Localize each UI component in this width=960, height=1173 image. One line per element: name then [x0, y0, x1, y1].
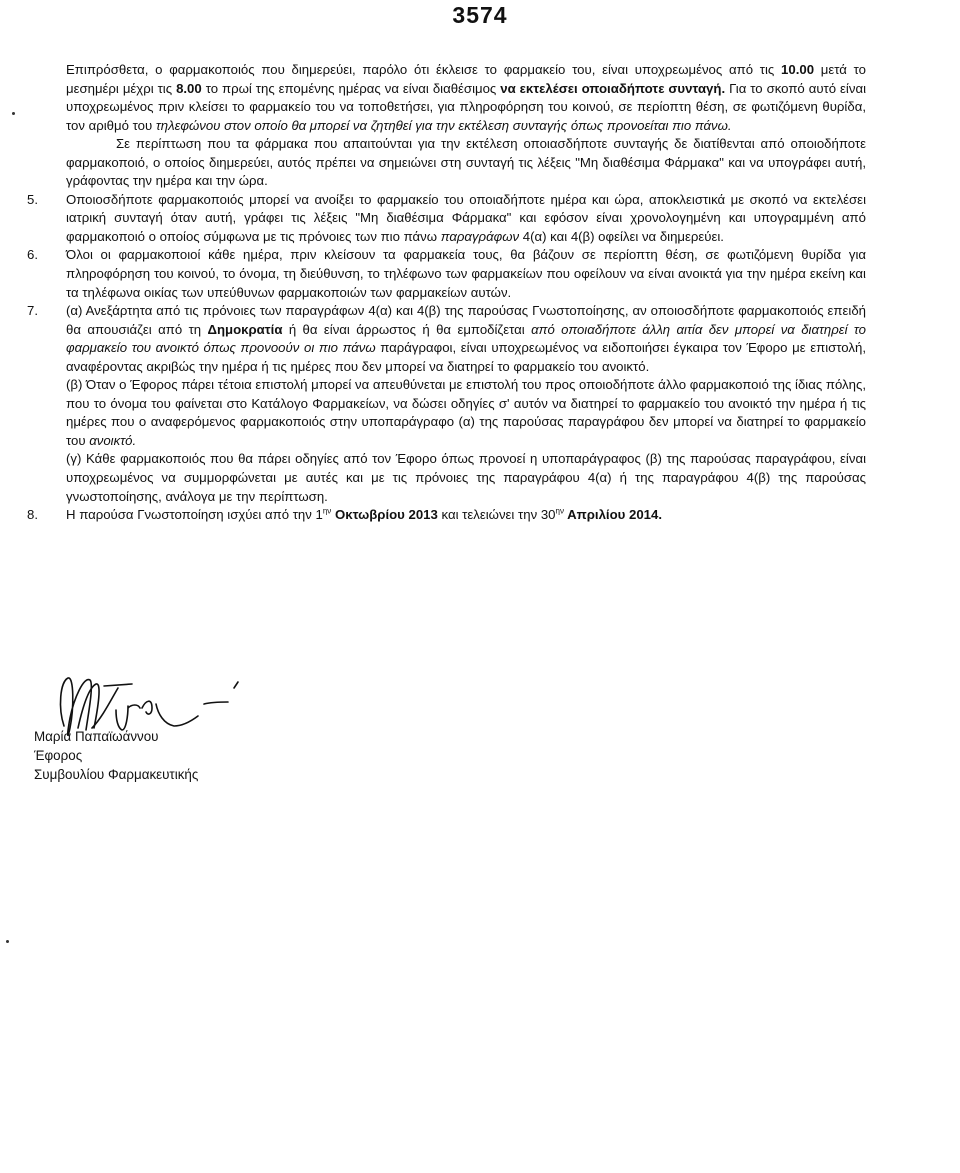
text-span: 4(α) και 4(β) οφείλει να διημερεύει. — [519, 228, 724, 244]
signatory-title: Έφορος — [34, 748, 83, 763]
item-7a — [27, 302, 866, 376]
italic-word: παραγράφων — [440, 228, 520, 244]
signatory-body: Συμβουλίου Φαρμακευτικής — [34, 767, 199, 782]
item-7c: (γ) Κάθε φαρμακοποιός που θα πάρει οδηγίες από τον Έφορο όπως προνοεί η υποπαράγραφος (β) της παρούσας παραγράφου, είναι υποχρεωμένος να συμμορφώνεται με αυτές και με τις πρόνοιες της παραγράφου 4(α) ή της παραγράφου 4(β) της παρούσας γνωστοποίησης, ανάλογα με την περίπτωση. — [66, 451, 866, 504]
item-number: 7. — [27, 303, 38, 319]
text-span: Επιπρόσθετα, ο φαρμακοποιός που διημερεύει, παρόλο ότι έκλεισε το φαρμακείο του, είναι υποχρεωμένος από τις — [66, 62, 782, 77]
text-span: Για το σκοπό αυτό είναι υποχρεωμένος πριν κλείσει το φαρμακείο του να τοποθετήσει, για πληροφόρηση του κοινού, σε περίοπτη θέση, σε φωτιζόμενη θυρίδα, τον αριθμό του — [66, 80, 867, 133]
continuation-paragraph — [66, 61, 866, 135]
page-number: 3574 — [452, 2, 508, 28]
margin-mark — [6, 940, 9, 943]
text-span: παράγραφοι, είναι υποχρεωμένος να ειδοποιήσει έγκαιρα τον Έφορο με επιστολή, αναφέροντας ακριβώς την ημέρα ή τις ημέρες που δεν μπορεί να διατηρεί το φαρμακείο του ανοικτό. — [66, 340, 866, 374]
unavailable-medicines-paragraph: Σε περίπτωση που τα φάρμακα που απαιτούνται για την εκτέλεση οποιασδήποτε συνταγής δε διατίθενται από οποιοδήποτε φαρμακοποιό, ο οποίος διημερεύει, αυτός πρέπει να σημειώνει στη συνταγή τις λέξεις "Μη διαθέσιμα Φάρμακα" και να υπογράφει αυτή, γράφοντας την ημέρα και την ώρα. — [66, 136, 866, 189]
text-span: και τελειώνει την — [437, 507, 541, 523]
start-date: Οκτωβρίου 2013 — [331, 507, 438, 523]
document-body — [27, 61, 867, 525]
start-day: 1 — [315, 507, 323, 523]
text-span: ή θα είναι άρρωστος ή θα εμποδίζεται — [282, 321, 532, 337]
text-span: Η παρούσα Γνωστοποίηση ισχύει από την — [66, 507, 316, 523]
item-7b — [66, 376, 866, 450]
italic-word: ανοικτό. — [89, 432, 137, 448]
text-span: Οποιοσδήποτε φαρμακοποιός μπορεί να ανοίξει το φαρμακείο του οποιαδήποτε ημέρα και ώρα, αποκλειστικά με σκοπό να εκτελέσει ιατρική συνταγή όταν αυτή, γράφει τις λέξεις "Μη διαθέσιμα Φάρμακα" και εφόσον είναι χρονολογημένη και υπογραμμένη από φαρμακοποιό ο οποίος σύμφωνα με τις πρόνοιες των πιο πάνω — [66, 191, 866, 244]
margin-mark — [12, 112, 15, 115]
text-span: Όλοι οι φαρμακοποιοί κάθε ημέρα, πριν κλείσουν τα φαρμακεία τους, θα βάζουν σε περίοπτη θέση, σε φωτιζόμενη θυρίδα για πληροφόρηση του κοινού, το όνομα, τη διεύθυνση, το τηλέφωνο των φαρμακείων που οφείλουν να είναι ανοικτά για την ημέρα εκείνη και τα τηλέφωνα οικίας των υπεύθυνων φαρμακοποιών των φαρμακείων αυτών. — [66, 247, 866, 300]
text-span: (α) Ανεξάρτητα από τις πρόνοιες των παραγράφων 4(α) και 4(β) της παρούσας Γνωστοποίησης, αν οποιοσδήποτε φαρμακοποιός επειδή θα απουσιάζει από τη — [66, 303, 866, 337]
item-number: 5. — [27, 191, 38, 207]
end-date: Απριλίου 2014. — [563, 507, 662, 523]
ordinal-suffix: ην — [322, 506, 332, 516]
bold-phrase: να εκτελέσει οποιαδήποτε συνταγή. — [500, 80, 726, 96]
item-number: 6. — [27, 247, 38, 263]
time-span: 10.00 — [781, 62, 815, 77]
end-day: 30 — [540, 507, 556, 523]
bold-word: Δημοκρατία — [207, 321, 283, 337]
item-5 — [27, 191, 866, 247]
text-span: (β) Όταν ο Έφορος πάρει τέτοια επιστολή μπορεί να απευθύνεται με επιστολή του προς οποιοδήποτε άλλο φαρμακοποιό της ίδιας πόλης, που το όνομα του φαίνεται στο Κατάλογο Φαρμακείων, να δώσει οδηγίες σ' αυτόν να διατηρεί το φαρμακείο του ανοικτό την ημέρα ή τις ημέρες που ο αναφερόμενος φαρμακοποιός στην υποπαράγραφο (α) της παρούσας παραγράφου δεν μπορεί να διατηρεί το φαρμακείο του — [66, 377, 866, 448]
ordinal-suffix: ην — [555, 506, 564, 516]
italic-phrase: τηλεφώνου στον οποίο θα μπορεί να ζητηθεί για την εκτέλεση συνταγής όπως προνοείται πιο πάνω. — [155, 117, 732, 133]
text-span: το πρωί της επομένης ημέρας να είναι διαθέσιμος — [201, 80, 501, 96]
item-number: 8. — [27, 507, 38, 523]
item-6 — [27, 246, 866, 302]
italic-phrase: από οποιαδήποτε άλλη αιτία δεν μπορεί να διατηρεί το φαρμακείο του ανοικτό όπως προνοούν οι πιο πάνω — [66, 321, 866, 356]
signatory-name: Μαρία Παπαϊωάννου — [34, 729, 159, 744]
text-span: μετά το μεσημέρι μέχρι τις — [66, 62, 867, 96]
item-8 — [27, 506, 866, 525]
signatory-block — [34, 727, 198, 784]
time-span: 8.00 — [176, 80, 202, 96]
